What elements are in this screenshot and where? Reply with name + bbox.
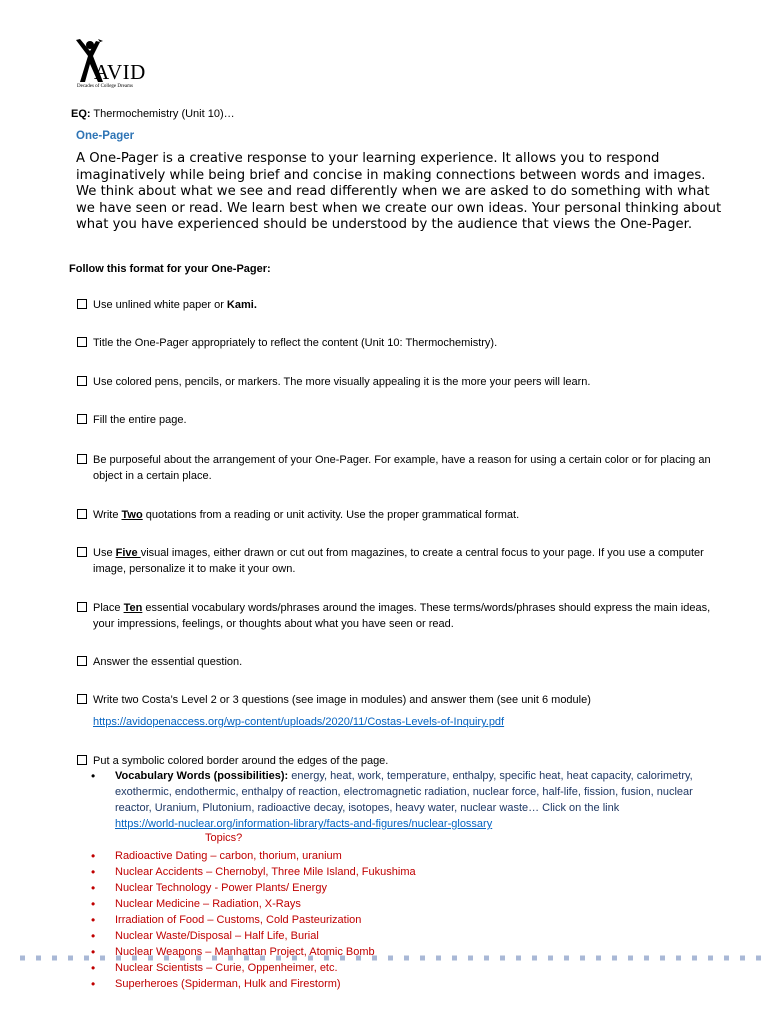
eq-label: EQ:: [71, 108, 91, 120]
list-item: • Nuclear Accidents – Chernobyl, Three Mile Island, Fukushima: [89, 864, 729, 880]
list-item: • Irradiation of Food – Customs, Cold Pasteurization: [89, 912, 729, 928]
checklist-item-text: [93, 545, 717, 577]
section-title: One-Pager: [76, 130, 135, 142]
list-item: • Nuclear Technology - Power Plants/ Energy: [89, 880, 729, 896]
checkbox[interactable]: [77, 454, 87, 464]
checkbox[interactable]: [77, 656, 87, 666]
item-emphasis: Two: [121, 509, 143, 521]
list-item: • Nuclear Waste/Disposal – Half Life, Burial: [89, 928, 729, 944]
page-break-divider: [0, 955, 768, 961]
checkbox[interactable]: [77, 602, 87, 612]
item-text: Use unlined white paper or: [93, 299, 227, 311]
topics-label: Topics?: [205, 832, 243, 844]
list-item: • Radioactive Dating – carbon, thorium, uranium: [89, 848, 729, 864]
format-heading: Follow this format for your One-Pager:: [69, 263, 271, 275]
checklist-item-text: Use colored pens, pencils, or markers. The more visually appealing it is the more your peers will learn.: [93, 376, 591, 388]
logo-wordmark: AVID: [94, 60, 146, 84]
checkbox[interactable]: [77, 299, 87, 309]
logo-tagline: Decades of College Dreams: [77, 84, 133, 89]
checklist-item-text: Write two Costa’s Level 2 or 3 questions (see image in modules) and answer them (see unit 6 module): [93, 694, 591, 706]
intro-paragraph: A One-Pager is a creative response to your learning experience. It allows you to respond imaginatively while being brief and concise in making connections between words and images. We think about what we see and read differently when we are asked to do something with what we have seen or read. We learn best when we create our own ideas. Your personal thinking about what you have experienced should be understood by the audience that views the One-Pager.: [76, 151, 722, 232]
checkbox[interactable]: [77, 509, 87, 519]
item-text: Write: [93, 509, 122, 521]
checkbox[interactable]: [77, 755, 87, 765]
nuclear-glossary-link[interactable]: https://world-nuclear.org/information-library/facts-and-figures/nuclear-glossary: [115, 818, 493, 830]
checkbox[interactable]: [77, 414, 87, 424]
checkbox[interactable]: [77, 376, 87, 386]
checkbox[interactable]: [77, 337, 87, 347]
checklist-item-text: Answer the essential question.: [93, 656, 243, 668]
checkbox[interactable]: [77, 694, 87, 704]
list-item: • Nuclear Medicine – Radiation, X-Rays: [89, 896, 729, 912]
list-item: • Nuclear Weapons – Manhattan Project, Atomic Bomb: [89, 944, 729, 960]
avid-logo: [74, 38, 164, 94]
checklist-item-text: [93, 600, 717, 632]
item-text: essential vocabulary words/phrases around the images. These terms/words/phrases should express the main ideas, your impressions, feelings, or thoughts about what you have seen or read.: [93, 602, 711, 630]
essential-question: [71, 108, 235, 120]
vocab-words: energy, heat, work, temperature, enthalpy, specific heat, heat capacity, calorimetry, exothermic, endothermic, enthalpy of reaction, electromagnetic radiation, nuclear force, half-life, fission, fusion, nuclear reactor, Uranium, Plutonium, radioactive decay, isotopes, heavy water, nuclear waste… Click on the link: [115, 770, 693, 814]
item-text: quotations from a reading or unit activity. Use the proper grammatical format.: [142, 509, 520, 521]
checklist-item-text: [93, 297, 717, 313]
checklist-item-text: Fill the entire page.: [93, 414, 187, 426]
item-text: Place: [93, 602, 124, 614]
item-text: visual images, either drawn or cut out from magazines, to create a central focus to your page. If you use a computer image, personalize it to make it your own.: [93, 547, 704, 575]
item-bold-text: Kami.: [226, 299, 257, 311]
list-item: • Superheroes (Spiderman, Hulk and Firestorm): [89, 976, 729, 992]
checkbox[interactable]: [77, 547, 87, 557]
checklist-item-text: Be purposeful about the arrangement of your One-Pager. For example, have a reason for using a certain color or for placing an object in a certain place.: [93, 454, 711, 482]
list-item-vocabulary: [89, 768, 729, 832]
vocab-label: Vocabulary Words (possibilities):: [115, 770, 289, 782]
checklist-item-text: Put a symbolic colored border around the edges of the page.: [93, 755, 389, 767]
item-emphasis: Ten: [123, 602, 143, 614]
item-emphasis: Five: [115, 547, 141, 559]
list-item: • Nuclear Scientists – Curie, Oppenheimer, etc.: [89, 960, 729, 976]
costa-levels-link[interactable]: https://avidopenaccess.org/wp-content/uploads/2020/11/Costas-Levels-of-Inquiry.pdf: [93, 716, 505, 728]
eq-text: Thermochemistry (Unit 10)…: [93, 108, 235, 120]
checklist-item-text: Title the One-Pager appropriately to reflect the content (Unit 10: Thermochemistry).: [93, 337, 498, 349]
checklist-item-text: [93, 507, 717, 523]
item-text: Use: [93, 547, 116, 559]
